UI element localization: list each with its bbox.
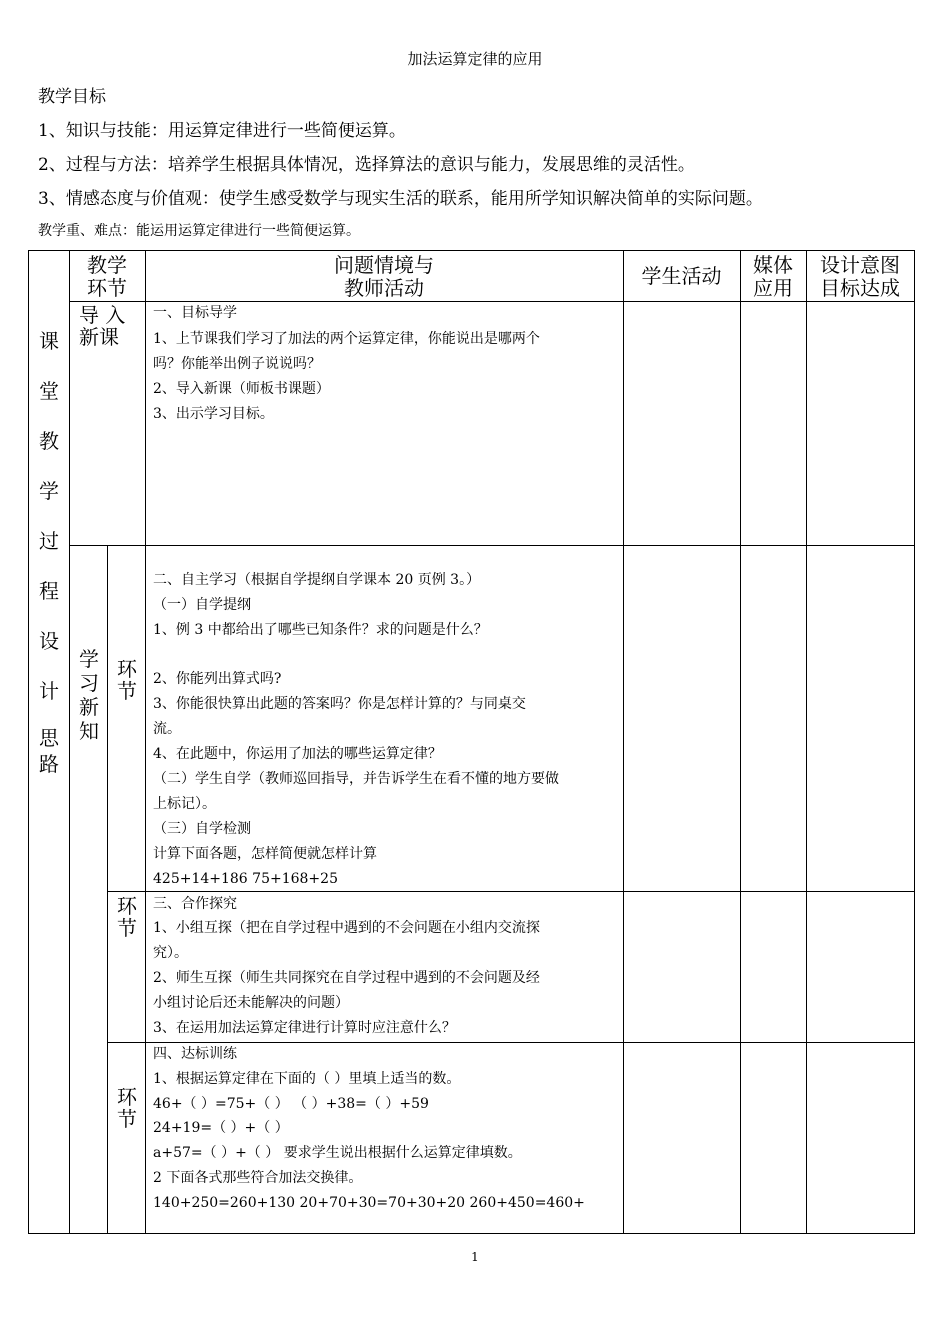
page-number: 1	[471, 1250, 479, 1264]
cooperate-line: 小组讨论后还未能解决的问题）	[153, 995, 349, 1011]
practice-line: 2 下面各式那些符合加法交换律。	[153, 1170, 363, 1186]
self-study-line: 计算下面各题，怎样简便就怎样计算	[153, 846, 377, 862]
intro-line: 吗？你能举出例子说说吗？	[153, 356, 321, 372]
cooperate-line: 究）。	[153, 945, 188, 961]
header-problem: 问题情境与 教师活动	[334, 253, 434, 300]
objective-2: 2、过程与方法：培养学生根据具体情况，选择算法的意识与能力，发展思维的灵活性。	[38, 155, 695, 175]
cooperate-line: 2、师生互探（师生共同探究在自学过程中遇到的不会问题及经	[153, 970, 540, 986]
key-points: 教学重、难点：能运用运算定律进行一些简便运算。	[38, 223, 360, 239]
header-stage: 教学 环节	[87, 253, 127, 300]
self-study-line: 上标记）。	[153, 796, 216, 812]
self-study-line: 2、你能列出算式吗?	[153, 671, 282, 687]
self-study-line: 3、你能很快算出此题的答案吗？你是怎样计算的？与同桌交	[153, 696, 526, 712]
self-study-line: 流。	[153, 721, 181, 737]
self-study-line: 4、在此题中，你运用了加法的哪些运算定律？	[153, 746, 442, 762]
practice-line: 46+（ ）=75+（ ） （ ）+38=（ ）+59	[153, 1096, 429, 1112]
self-study-line: （二）学生自学（教师巡回指导，并告诉学生在看不懂的地方要做	[153, 771, 559, 787]
practice-line: 四、达标训练	[153, 1046, 237, 1062]
self-study-line: 二、自主学习（根据自学提纲自学课本 20 页例 3。）	[153, 572, 481, 588]
objective-1: 1、知识与技能：用运算定律进行一些简便运算。	[38, 121, 406, 141]
header-media: 媒体 应用	[753, 253, 793, 300]
sub-stage-cooperate: 环 节	[117, 894, 137, 940]
sub-stage-practice: 环 节	[117, 1085, 137, 1131]
practice-line: 24+19=（ ）+（ ）	[153, 1120, 289, 1136]
sub-stage-self-study: 环 节	[117, 657, 137, 703]
cooperate-line: 三、合作探究	[153, 896, 237, 912]
cooperate-line: 1、小组互探（把在自学过程中遇到的不会问题在小组内交流探	[153, 920, 540, 936]
self-study-line: 1、例 3 中都给出了哪些已知条件？求的问题是什么？	[153, 622, 488, 638]
practice-line: 140+250=260+130 20+70+30=70+30+20 260+450=460+	[153, 1195, 585, 1211]
cooperate-line: 3、在运用加法运算定律进行计算时应注意什么？	[153, 1020, 456, 1036]
stage-new-knowledge: 学 习 新 知	[79, 647, 99, 743]
stage-intro: 导 入 新课	[79, 303, 126, 349]
intro-line: 2、导入新课（师板书课题）	[153, 381, 330, 397]
practice-line: a+57=（ ）+（ ） 要求学生说出根据什么运算定律填数。	[153, 1145, 522, 1161]
document-title: 加法运算定律的应用	[407, 50, 543, 68]
header-design: 设计意图 目标达成	[820, 253, 900, 300]
intro-line: 3、出示学习目标。	[153, 406, 274, 422]
objectives-heading: 教学目标	[38, 87, 106, 107]
intro-line: 1、上节课我们学习了加法的两个运算定律，你能说出是哪两个	[153, 331, 540, 347]
objective-3: 3、情感态度与价值观：使学生感受数学与现实生活的联系，能用所学知识解决简单的实际问题。	[38, 189, 763, 209]
practice-line: 1、根据运算定律在下面的（ ）里填上适当的数。	[153, 1071, 461, 1087]
self-study-line: 425+14+186 75+168+25	[153, 871, 338, 887]
header-student-activity: 学生活动	[641, 264, 722, 288]
intro-line: 一、目标导学	[153, 305, 237, 321]
self-study-line: （一）自学提纲	[153, 597, 251, 613]
self-study-line: （三）自学检测	[153, 821, 251, 837]
